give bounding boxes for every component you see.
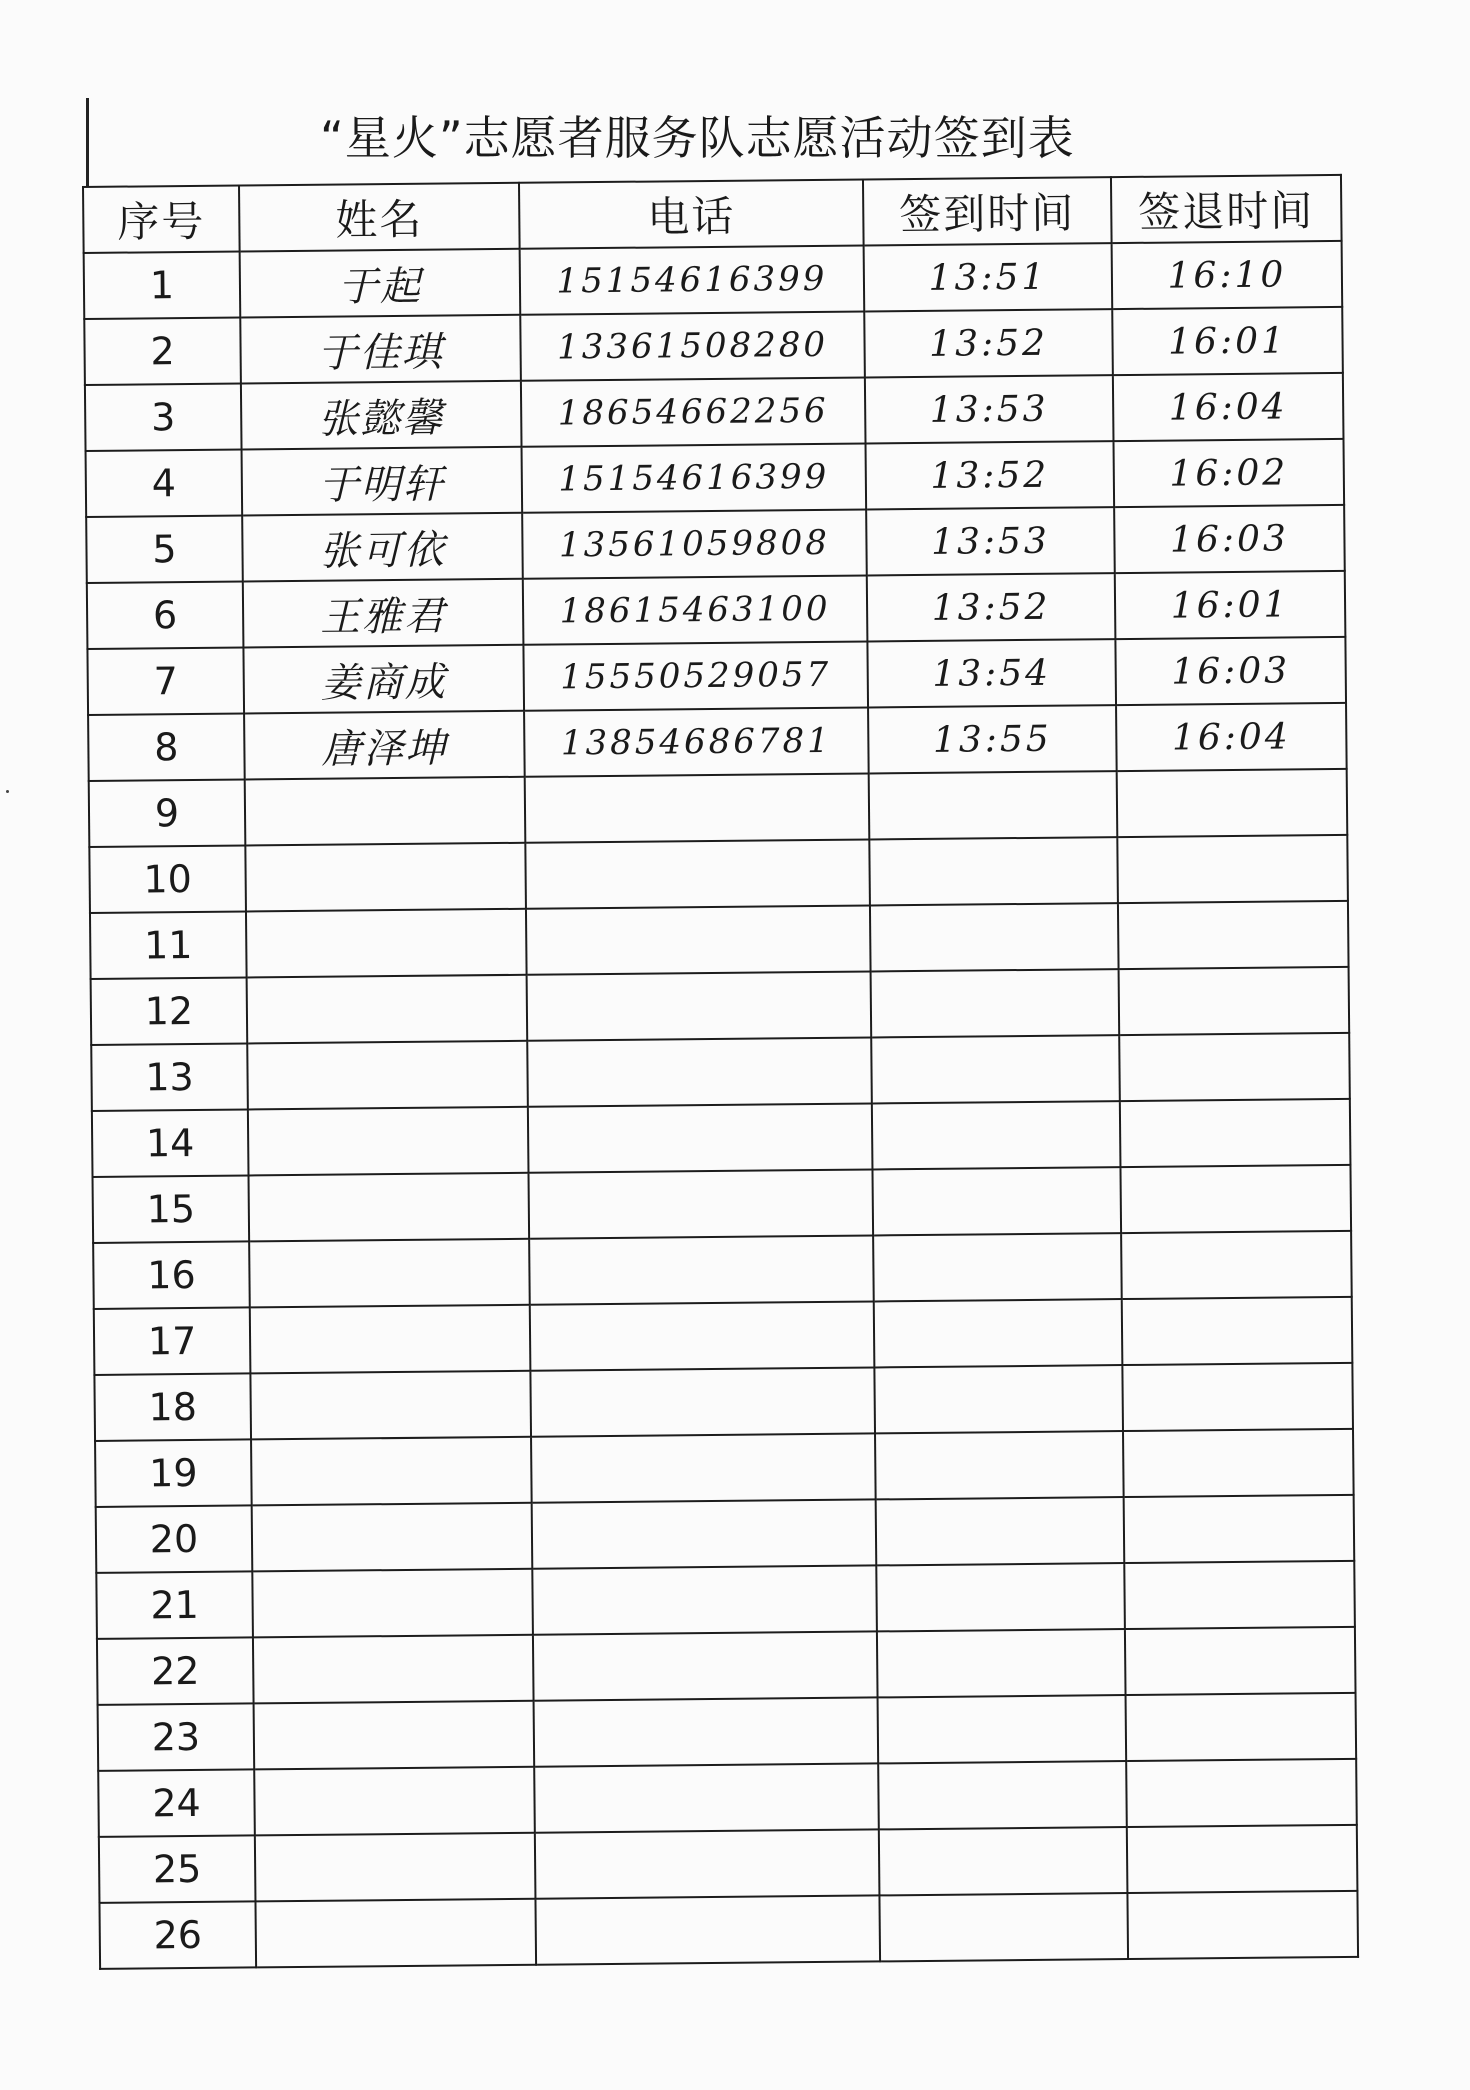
table-row	[99, 1825, 1358, 1903]
table-row	[89, 769, 1348, 847]
row-number: 10	[89, 845, 246, 912]
sign-in-time	[874, 1365, 1123, 1433]
sign-out-time	[1126, 1759, 1357, 1827]
phone-number	[531, 1433, 876, 1502]
signature-name: 姜商成	[243, 645, 524, 714]
sign-out-time	[1126, 1693, 1357, 1761]
signature-name	[250, 1371, 531, 1440]
sign-out-time	[1120, 1165, 1351, 1233]
sign-out-time	[1118, 901, 1349, 969]
phone-number	[530, 1301, 875, 1370]
row-number: 8	[88, 713, 245, 780]
sign-out-time	[1124, 1495, 1355, 1563]
sign-in-time	[869, 837, 1118, 905]
phone-number	[535, 1895, 880, 1964]
header-no: 序号	[83, 185, 240, 252]
sign-out-time: 16:02	[1113, 439, 1344, 507]
sign-in-time	[872, 1167, 1121, 1235]
sign-in-time	[872, 1101, 1121, 1169]
sign-in-time	[878, 1761, 1127, 1829]
signature-name	[248, 1107, 529, 1176]
sign-in-time	[873, 1233, 1122, 1301]
signature-name	[249, 1239, 530, 1308]
signature-name	[251, 1437, 532, 1506]
signature-name: 张可依	[242, 513, 523, 582]
sign-out-time	[1120, 1099, 1351, 1167]
row-number: 13	[91, 1043, 248, 1110]
table-row	[98, 1693, 1357, 1771]
sheet-title: “星火”志愿者服务队志愿活动签到表	[320, 111, 1075, 165]
sign-out-time	[1122, 1363, 1353, 1431]
sign-out-time	[1119, 1033, 1350, 1101]
phone-number	[528, 1169, 873, 1238]
sign-in-table	[82, 174, 1359, 1970]
row-number: 20	[96, 1505, 253, 1572]
phone-number	[527, 1037, 872, 1106]
phone-number: 13561059808	[522, 509, 867, 578]
sign-in-time	[871, 969, 1120, 1037]
row-number: 16	[93, 1241, 250, 1308]
table-row	[87, 571, 1346, 649]
phone-number: 18615463100	[523, 575, 868, 644]
sign-out-time	[1123, 1429, 1354, 1497]
phone-number: 13361508280	[520, 311, 865, 380]
sign-out-time	[1125, 1627, 1356, 1695]
sign-in-time	[876, 1497, 1125, 1565]
sign-in-time	[876, 1563, 1125, 1631]
sign-out-time: 16:01	[1112, 307, 1343, 375]
row-number: 3	[85, 383, 242, 450]
sign-out-time: 16:10	[1112, 241, 1343, 309]
sign-out-time	[1122, 1297, 1353, 1365]
phone-number: 15550529057	[523, 641, 868, 710]
header-phone: 电话	[519, 180, 864, 249]
phone-number	[530, 1367, 875, 1436]
sign-in-time	[878, 1695, 1127, 1763]
table-row	[98, 1759, 1357, 1837]
phone-number	[525, 773, 870, 842]
sign-out-time	[1121, 1231, 1352, 1299]
row-number: 17	[94, 1307, 251, 1374]
sign-out-time: 16:04	[1116, 703, 1347, 771]
stray-ink-dot	[6, 790, 9, 793]
header-row	[83, 175, 1342, 253]
signature-name: 于佳琪	[240, 315, 521, 384]
signature-name: 王雅君	[243, 579, 524, 648]
phone-number: 18654662256	[521, 377, 866, 446]
sign-in-time: 13:53	[865, 375, 1114, 443]
table-row	[87, 637, 1346, 715]
table-body	[84, 241, 1358, 1969]
signature-name	[255, 1833, 536, 1902]
signature-name	[249, 1173, 530, 1242]
sign-in-time	[879, 1893, 1128, 1961]
header-name: 姓名	[239, 183, 520, 252]
table-row	[84, 307, 1343, 385]
row-number: 24	[98, 1769, 255, 1836]
table-row	[96, 1495, 1355, 1573]
row-number: 11	[90, 911, 247, 978]
phone-number	[529, 1235, 874, 1304]
signature-name	[245, 777, 526, 846]
phone-number	[534, 1697, 879, 1766]
row-number: 2	[84, 317, 241, 384]
sign-in-time	[874, 1299, 1123, 1367]
sign-in-time: 13:52	[866, 441, 1115, 509]
phone-number	[535, 1829, 880, 1898]
phone-number	[532, 1499, 877, 1568]
phone-number	[525, 839, 870, 908]
table-row	[92, 1099, 1351, 1177]
row-number: 15	[93, 1175, 250, 1242]
sign-out-time: 16:03	[1115, 637, 1346, 705]
row-number: 18	[94, 1373, 251, 1440]
sign-out-time: 16:04	[1113, 373, 1344, 441]
header-sign-in-time: 签到时间	[863, 177, 1112, 245]
signature-name	[250, 1305, 531, 1374]
sign-in-time	[870, 903, 1119, 971]
sign-in-time	[869, 771, 1118, 839]
row-number: 26	[99, 1901, 256, 1968]
table-row	[85, 373, 1344, 451]
table-row	[96, 1561, 1355, 1639]
signature-name	[247, 1041, 528, 1110]
row-number: 22	[97, 1637, 254, 1704]
table-row	[97, 1627, 1356, 1705]
table-row	[94, 1297, 1353, 1375]
signature-name	[254, 1701, 535, 1770]
row-number: 23	[98, 1703, 255, 1770]
sign-out-time	[1119, 967, 1350, 1035]
table-row	[89, 835, 1348, 913]
row-number: 6	[87, 581, 244, 648]
table-row	[93, 1231, 1352, 1309]
row-number: 14	[92, 1109, 249, 1176]
sign-out-time: 16:01	[1115, 571, 1346, 639]
signature-name: 于起	[240, 249, 521, 318]
sign-in-time	[871, 1035, 1120, 1103]
row-number: 7	[87, 647, 244, 714]
signature-name	[254, 1767, 535, 1836]
signature-name: 唐泽坤	[244, 711, 525, 780]
row-number: 19	[95, 1439, 252, 1506]
signature-name	[245, 843, 526, 912]
row-number: 25	[99, 1835, 256, 1902]
table-row	[90, 901, 1349, 979]
table-row	[84, 241, 1343, 319]
signature-name	[247, 975, 528, 1044]
signature-name	[253, 1635, 534, 1704]
sign-in-time: 13:52	[867, 573, 1116, 641]
sign-out-time	[1117, 835, 1348, 903]
table-row	[95, 1429, 1354, 1507]
row-number: 5	[86, 515, 243, 582]
phone-number	[528, 1103, 873, 1172]
phone-number: 15154616399	[522, 443, 867, 512]
table-row	[91, 967, 1350, 1045]
header-sign-out-time: 签退时间	[1111, 175, 1342, 243]
table-row	[99, 1891, 1358, 1969]
sign-in-time: 13:52	[864, 309, 1113, 377]
sign-in-time	[875, 1431, 1124, 1499]
sign-out-time	[1127, 1825, 1358, 1893]
phone-number	[534, 1763, 879, 1832]
row-number: 4	[86, 449, 243, 516]
row-number: 9	[89, 779, 246, 846]
phone-number	[526, 905, 871, 974]
sign-in-time	[879, 1827, 1128, 1895]
sign-in-time: 13:54	[867, 639, 1116, 707]
signature-name	[252, 1503, 533, 1572]
signature-name: 于明轩	[242, 447, 523, 516]
table-row	[86, 505, 1345, 583]
sign-out-time: 16:03	[1114, 505, 1345, 573]
phone-number: 13854686781	[524, 707, 869, 776]
sign-out-time	[1127, 1891, 1358, 1959]
phone-number	[532, 1565, 877, 1634]
signature-name	[255, 1899, 536, 1968]
signature-name	[246, 909, 527, 978]
paper-edge-line	[86, 98, 89, 186]
sign-in-time: 13:55	[868, 705, 1117, 773]
signature-name	[252, 1569, 533, 1638]
row-number: 12	[91, 977, 248, 1044]
sign-out-time	[1124, 1561, 1355, 1629]
phone-number	[527, 971, 872, 1040]
sign-in-time: 13:53	[866, 507, 1115, 575]
row-number: 1	[84, 251, 241, 318]
row-number: 21	[96, 1571, 253, 1638]
sign-in-time: 13:51	[864, 243, 1113, 311]
phone-number	[533, 1631, 878, 1700]
table-row	[94, 1363, 1353, 1441]
sign-in-time	[877, 1629, 1126, 1697]
table-row	[88, 703, 1347, 781]
table-row	[93, 1165, 1352, 1243]
phone-number: 15154616399	[520, 245, 865, 314]
signature-name: 张懿馨	[241, 381, 522, 450]
table-row	[91, 1033, 1350, 1111]
sign-out-time	[1117, 769, 1348, 837]
table-row	[86, 439, 1345, 517]
